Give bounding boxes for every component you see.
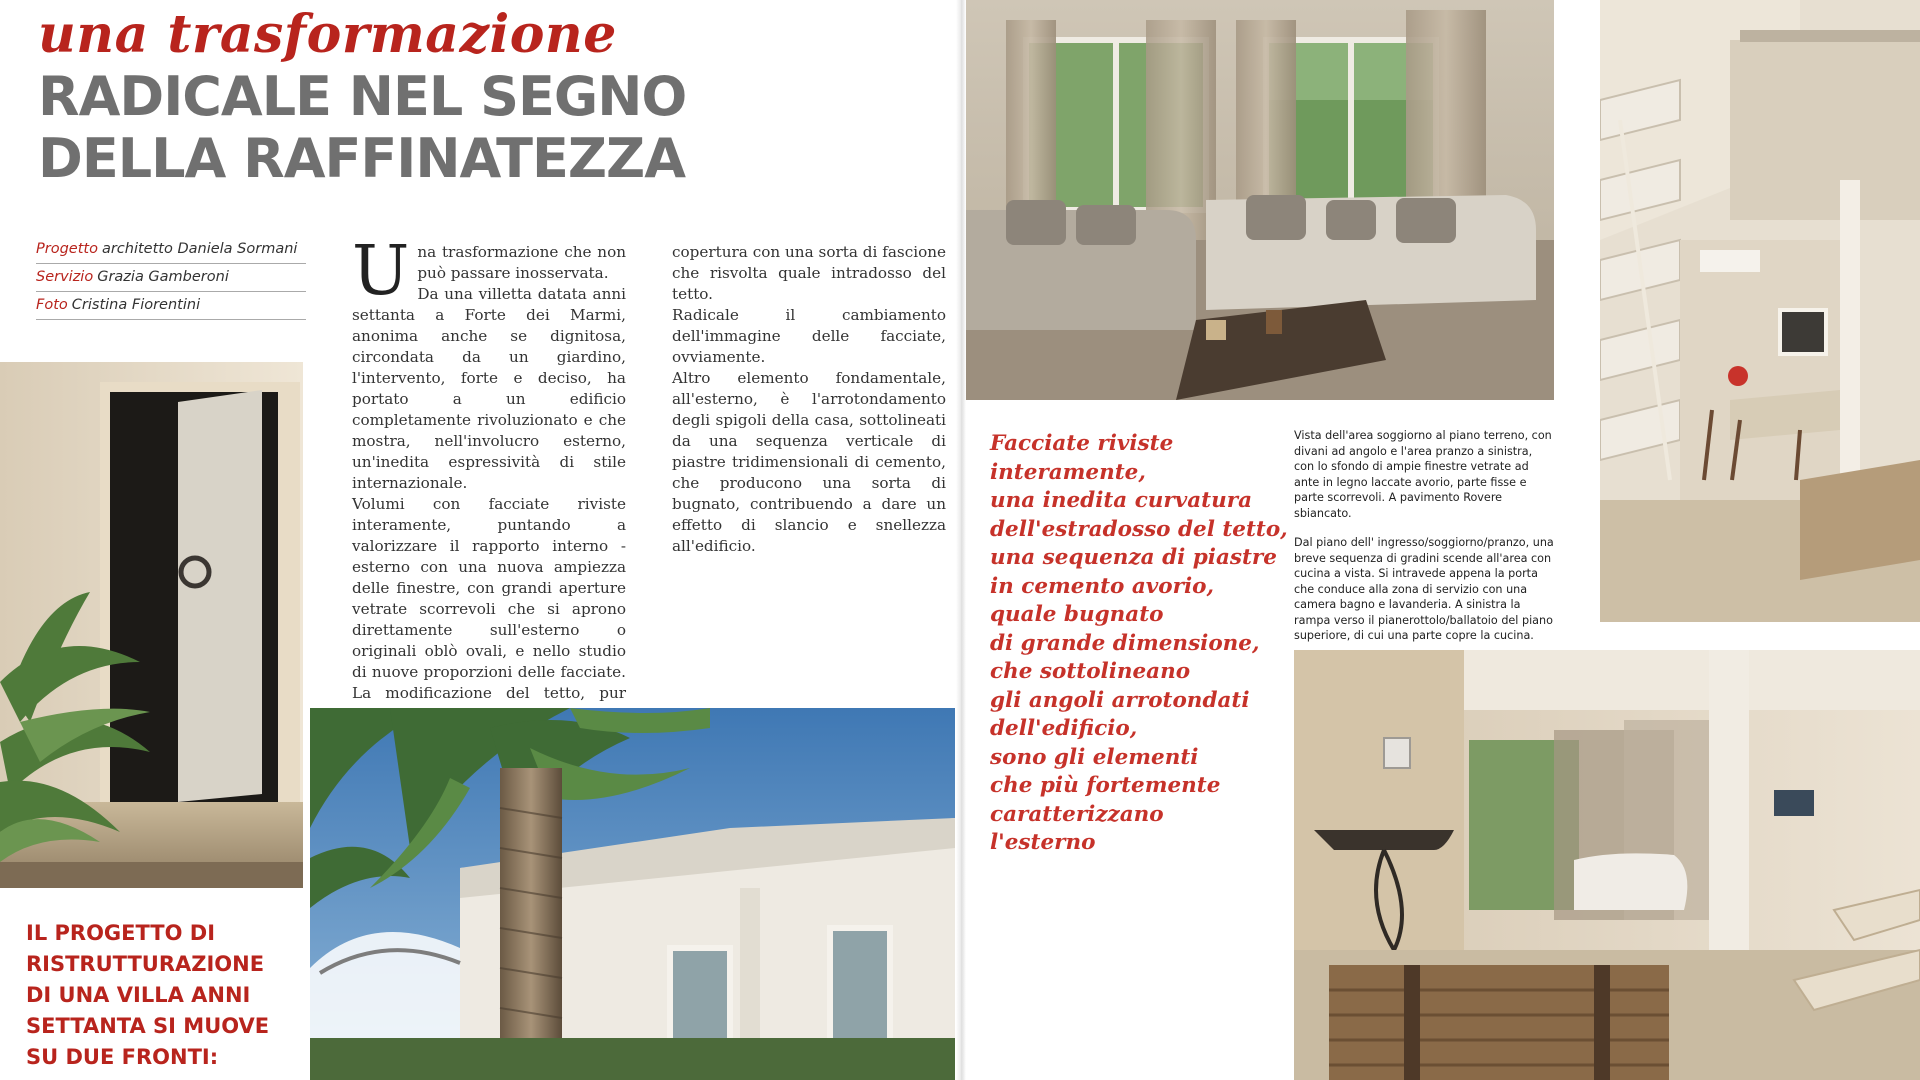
photo-kitchen-stairs: [1600, 0, 1920, 622]
body-paragraph: Volumi con facciate riviste interamente, puntando a valorizzare il rapporto interno - esterno con una nuova ampiezza delle finestre, con grandi aperture vetrate scorrevoli che si aprono direttamente sull'esterno o originali oblò ovali, e nello studio di nuove proporzioni delle facciate. La modificazione del tetto, pur: [352, 495, 626, 702]
pull-quote-line: dell'edificio,: [990, 716, 1138, 741]
lead-line: SETTANTA SI MUOVE: [26, 1014, 270, 1038]
pull-quote-line: di grande dimensione,: [990, 630, 1260, 656]
credit-name: Cristina Fiorentini: [71, 297, 201, 313]
red-lead-box: [26, 918, 270, 1073]
credit-name: architetto Daniela Sormani: [101, 241, 298, 257]
page-spine: [956, 0, 966, 1080]
photo-exterior-palm: [310, 708, 955, 1080]
article-headline: [38, 66, 686, 190]
lead-line: IL PROGETTO DI: [26, 921, 216, 945]
dropcap: U: [352, 232, 410, 311]
photo-front-door: [0, 362, 303, 888]
pull-quote-line: in cemento avorio,: [990, 573, 1214, 599]
pull-quote-line: sono gli elementi: [990, 744, 1199, 770]
pull-quote-line: l'esterno: [990, 830, 1096, 855]
lead-line: DI UNA VILLA ANNI: [26, 983, 251, 1007]
body-paragraph: copertura con una sorta di fascione che risvolta quale intradosso del tetto.: [672, 243, 946, 303]
credit-row: [36, 236, 306, 264]
pull-quote-line: dell'estradosso del tetto,: [990, 516, 1288, 542]
photo-living-room: [966, 0, 1554, 400]
pull-quote-line: una sequenza di piastre: [990, 545, 1277, 570]
credit-row: [36, 292, 306, 320]
pull-quote: [990, 430, 1290, 858]
body-paragraph: Radicale il cambiamento dell'immagine delle facciate, ovviamente.: [672, 306, 946, 366]
pull-quote-line: Facciate riviste: [990, 431, 1174, 456]
credit-role: Foto: [36, 297, 68, 313]
photo-captions: [1294, 428, 1554, 658]
lead-line: SU DUE FRONTI:: [26, 1045, 219, 1069]
body-paragraph: na trasformazione che non può passare inosservata.: [417, 243, 626, 282]
body-paragraph: Altro elemento fondamentale, all'esterno, è l'arrotondamento degli spigoli della casa, sottolineati da una sequenza verticale di piastre tridimensionali di cemento, che producono una sorta di bugnato, contribuendo a dare un effetto di slancio e snellezza all'edificio.: [672, 369, 946, 555]
pull-quote-line: quale bugnato: [990, 602, 1164, 627]
headline-line: RADICALE NEL SEGNO: [38, 65, 687, 128]
body-column-2: [672, 242, 946, 557]
credit-role: Servizio: [36, 269, 94, 285]
pull-quote-line: caratterizzano: [990, 801, 1164, 827]
caption-paragraph: Dal piano dell' ingresso/soggiorno/pranzo, una breve sequenza di gradini scende all'area con cucina a vista. Si intravede appena la porta che conduce alla zona di servizio con una camera bagno e lavanderia. A sinistra la rampa verso il pianerottolo/ballatoio del piano superiore, di cui una parte copre la cucina.: [1294, 536, 1554, 642]
credit-name: Grazia Gamberoni: [97, 269, 229, 285]
body-paragraph: Da una villetta datata anni settanta a Forte dei Marmi, anonima anche se dignitosa, circondata da un giardino, l'intervento, forte e deciso, ha portato a un edificio completamente rivoluzionato e che mostra, nell'involucro esterno, un'inedita espressività di stile internazionale.: [352, 285, 626, 492]
pull-quote-line: che più fortemente: [990, 773, 1221, 798]
caption-paragraph: Vista dell'area soggiorno al piano terreno, con divani ad angolo e l'area pranzo a sinistra, con lo sfondo di ampie finestre vetrate ad ante in legno laccate avorio, parte fisse e parte scorrevoli. A pavimento Rovere sbiancato.: [1294, 429, 1552, 520]
pull-quote-line: che sottolineano: [990, 659, 1191, 684]
credits-block: [36, 236, 306, 320]
credit-role: Progetto: [36, 241, 98, 257]
lead-line: RISTRUTTURAZIONE: [26, 952, 265, 976]
pull-quote-line: interamente,: [990, 459, 1146, 485]
credit-row: [36, 264, 306, 292]
pull-quote-line: gli angoli arrotondati: [990, 687, 1250, 713]
headline-line: DELLA RAFFINATEZZA: [38, 127, 685, 190]
body-column-1: [352, 232, 626, 788]
pull-quote-line: una inedita curvatura: [990, 488, 1252, 513]
article-kicker: una trasformazione: [38, 4, 617, 65]
photo-interior-hall: [1294, 650, 1920, 1080]
